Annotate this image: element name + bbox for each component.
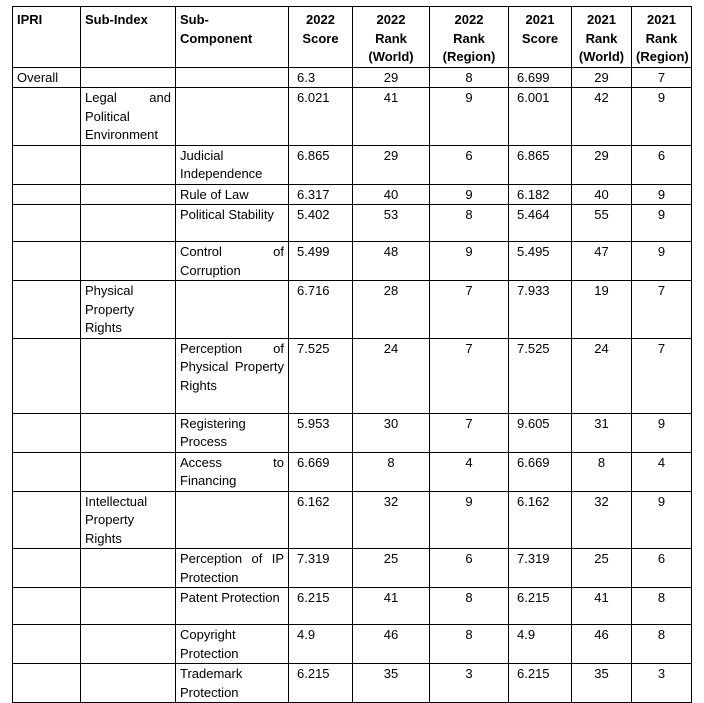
rank-world-2021-cell: 35 (572, 664, 632, 703)
sub-component-cell: Patent Protection (176, 588, 289, 625)
sub-index-cell (81, 145, 176, 184)
ipri-cell (13, 549, 81, 588)
rank-region-2021-cell: 7 (632, 281, 692, 339)
score-2022-cell: 5.499 (289, 242, 353, 281)
sub-component-cell (176, 88, 289, 146)
sub-index-cell (81, 588, 176, 625)
sub-component-cell: Registering Process (176, 413, 289, 452)
rank-world-2021-cell: 55 (572, 205, 632, 242)
sub-index-cell: Legal and Political Environment (81, 88, 176, 146)
rank-region-2021-cell: 9 (632, 205, 692, 242)
ipri-cell (13, 452, 81, 491)
score-2021-cell: 4.9 (509, 625, 572, 664)
table-row (13, 281, 692, 339)
table-body (13, 67, 692, 703)
ipri-cell (13, 88, 81, 146)
rank-region-2022-cell: 6 (430, 549, 509, 588)
rank-world-2022-cell: 40 (353, 184, 430, 205)
score-2022-cell: 5.402 (289, 205, 353, 242)
rank-world-2021-cell: 42 (572, 88, 632, 146)
rank-region-2022-cell: 8 (430, 205, 509, 242)
table-row (13, 664, 692, 703)
score-2021-cell: 7.319 (509, 549, 572, 588)
score-2021-cell: 6.162 (509, 491, 572, 549)
ipri-cell (13, 664, 81, 703)
ipri-cell (13, 588, 81, 625)
table-row (13, 242, 692, 281)
ipri-table (12, 6, 692, 703)
header-2022-rank-world: 2022 Rank (World) (353, 7, 430, 68)
sub-component-cell: Judicial Independence (176, 145, 289, 184)
score-2022-cell: 4.9 (289, 625, 353, 664)
rank-region-2021-cell: 7 (632, 338, 692, 413)
rank-world-2022-cell: 41 (353, 88, 430, 146)
sub-index-cell (81, 664, 176, 703)
rank-world-2022-cell: 29 (353, 67, 430, 88)
table-row (13, 88, 692, 146)
rank-world-2022-cell: 32 (353, 491, 430, 549)
rank-world-2021-cell: 25 (572, 549, 632, 588)
sub-index-cell (81, 338, 176, 413)
rank-world-2022-cell: 29 (353, 145, 430, 184)
ipri-cell (13, 184, 81, 205)
sub-index-cell: Intellectual Property Rights (81, 491, 176, 549)
sub-component-cell: Trademark Protection (176, 664, 289, 703)
score-2022-cell: 6.865 (289, 145, 353, 184)
sub-index-cell (81, 452, 176, 491)
rank-region-2022-cell: 3 (430, 664, 509, 703)
sub-component-cell: Political Stability (176, 205, 289, 242)
header-sub-component: Sub- Component (176, 7, 289, 68)
rank-world-2022-cell: 28 (353, 281, 430, 339)
rank-world-2021-cell: 46 (572, 625, 632, 664)
rank-region-2022-cell: 9 (430, 491, 509, 549)
table-row (13, 205, 692, 242)
rank-world-2021-cell: 29 (572, 145, 632, 184)
score-2021-cell: 6.669 (509, 452, 572, 491)
rank-world-2022-cell: 25 (353, 549, 430, 588)
score-2021-cell: 6.215 (509, 664, 572, 703)
ipri-cell (13, 625, 81, 664)
rank-region-2022-cell: 7 (430, 338, 509, 413)
sub-component-cell: Copyright Protection (176, 625, 289, 664)
rank-region-2022-cell: 9 (430, 88, 509, 146)
header-2021-rank-world: 2021 Rank (World) (572, 7, 632, 68)
score-2021-cell: 6.699 (509, 67, 572, 88)
header-2021-rank-region: 2021 Rank (Region) (632, 7, 692, 68)
rank-region-2021-cell: 6 (632, 145, 692, 184)
header-ipri: IPRI (13, 7, 81, 68)
score-2022-cell: 6.669 (289, 452, 353, 491)
rank-world-2021-cell: 19 (572, 281, 632, 339)
rank-region-2021-cell: 9 (632, 242, 692, 281)
table-row (13, 338, 692, 413)
rank-world-2022-cell: 53 (353, 205, 430, 242)
rank-world-2022-cell: 35 (353, 664, 430, 703)
sub-index-cell: Physical Property Rights (81, 281, 176, 339)
score-2021-cell: 6.001 (509, 88, 572, 146)
rank-region-2022-cell: 8 (430, 67, 509, 88)
rank-region-2022-cell: 8 (430, 625, 509, 664)
rank-region-2021-cell: 8 (632, 625, 692, 664)
score-2022-cell: 6.162 (289, 491, 353, 549)
rank-region-2022-cell: 9 (430, 184, 509, 205)
rank-region-2021-cell: 9 (632, 413, 692, 452)
sub-component-cell: Perception of IP Protection (176, 549, 289, 588)
score-2021-cell: 5.464 (509, 205, 572, 242)
score-2022-cell: 7.525 (289, 338, 353, 413)
ipri-cell (13, 205, 81, 242)
rank-world-2021-cell: 29 (572, 67, 632, 88)
rank-world-2022-cell: 8 (353, 452, 430, 491)
header-2022-rank-region: 2022 Rank (Region) (430, 7, 509, 68)
header-row (13, 7, 692, 68)
sub-component-cell (176, 491, 289, 549)
rank-world-2022-cell: 48 (353, 242, 430, 281)
header-sub-index: Sub-Index (81, 7, 176, 68)
rank-region-2021-cell: 9 (632, 184, 692, 205)
sub-index-cell (81, 242, 176, 281)
table-row (13, 588, 692, 625)
rank-region-2021-cell: 4 (632, 452, 692, 491)
rank-world-2021-cell: 31 (572, 413, 632, 452)
sub-component-cell (176, 67, 289, 88)
sub-component-cell: Control of Corruption (176, 242, 289, 281)
rank-region-2021-cell: 7 (632, 67, 692, 88)
score-2021-cell: 7.933 (509, 281, 572, 339)
ipri-cell (13, 242, 81, 281)
table-row (13, 549, 692, 588)
score-2021-cell: 5.495 (509, 242, 572, 281)
ipri-cell (13, 491, 81, 549)
score-2021-cell: 6.215 (509, 588, 572, 625)
rank-world-2022-cell: 46 (353, 625, 430, 664)
ipri-cell (13, 413, 81, 452)
rank-region-2022-cell: 8 (430, 588, 509, 625)
rank-world-2021-cell: 40 (572, 184, 632, 205)
score-2021-cell: 6.182 (509, 184, 572, 205)
table-row (13, 413, 692, 452)
rank-world-2021-cell: 24 (572, 338, 632, 413)
sub-index-cell (81, 625, 176, 664)
table-row (13, 625, 692, 664)
rank-world-2021-cell: 47 (572, 242, 632, 281)
score-2022-cell: 6.021 (289, 88, 353, 146)
rank-region-2021-cell: 8 (632, 588, 692, 625)
rank-region-2022-cell: 6 (430, 145, 509, 184)
rank-world-2022-cell: 24 (353, 338, 430, 413)
score-2021-cell: 7.525 (509, 338, 572, 413)
table-row (13, 491, 692, 549)
header-2022-score: 2022 Score (289, 7, 353, 68)
ipri-cell: Overall (13, 67, 81, 88)
score-2022-cell: 7.319 (289, 549, 353, 588)
rank-world-2021-cell: 41 (572, 588, 632, 625)
score-2022-cell: 6.716 (289, 281, 353, 339)
sub-index-cell (81, 413, 176, 452)
header-2021-score: 2021 Score (509, 7, 572, 68)
sub-component-cell: Access to Financing (176, 452, 289, 491)
rank-world-2022-cell: 30 (353, 413, 430, 452)
score-2021-cell: 6.865 (509, 145, 572, 184)
rank-region-2022-cell: 7 (430, 413, 509, 452)
sub-index-cell (81, 205, 176, 242)
rank-world-2022-cell: 41 (353, 588, 430, 625)
sub-component-cell (176, 281, 289, 339)
rank-region-2021-cell: 3 (632, 664, 692, 703)
ipri-cell (13, 281, 81, 339)
ipri-cell (13, 338, 81, 413)
table-row (13, 145, 692, 184)
sub-index-cell (81, 549, 176, 588)
sub-index-cell (81, 67, 176, 88)
table-row (13, 184, 692, 205)
score-2022-cell: 5.953 (289, 413, 353, 452)
rank-region-2021-cell: 9 (632, 88, 692, 146)
sub-component-cell: Rule of Law (176, 184, 289, 205)
score-2022-cell: 6.215 (289, 664, 353, 703)
rank-world-2021-cell: 32 (572, 491, 632, 549)
rank-region-2021-cell: 9 (632, 491, 692, 549)
table-row (13, 67, 692, 88)
sub-index-cell (81, 184, 176, 205)
rank-region-2022-cell: 9 (430, 242, 509, 281)
score-2021-cell: 9.605 (509, 413, 572, 452)
rank-region-2021-cell: 6 (632, 549, 692, 588)
score-2022-cell: 6.215 (289, 588, 353, 625)
ipri-cell (13, 145, 81, 184)
rank-world-2021-cell: 8 (572, 452, 632, 491)
rank-region-2022-cell: 4 (430, 452, 509, 491)
sub-component-cell: Perception of Physical Property Rights (176, 338, 289, 413)
rank-region-2022-cell: 7 (430, 281, 509, 339)
table-row (13, 452, 692, 491)
score-2022-cell: 6.317 (289, 184, 353, 205)
score-2022-cell: 6.3 (289, 67, 353, 88)
